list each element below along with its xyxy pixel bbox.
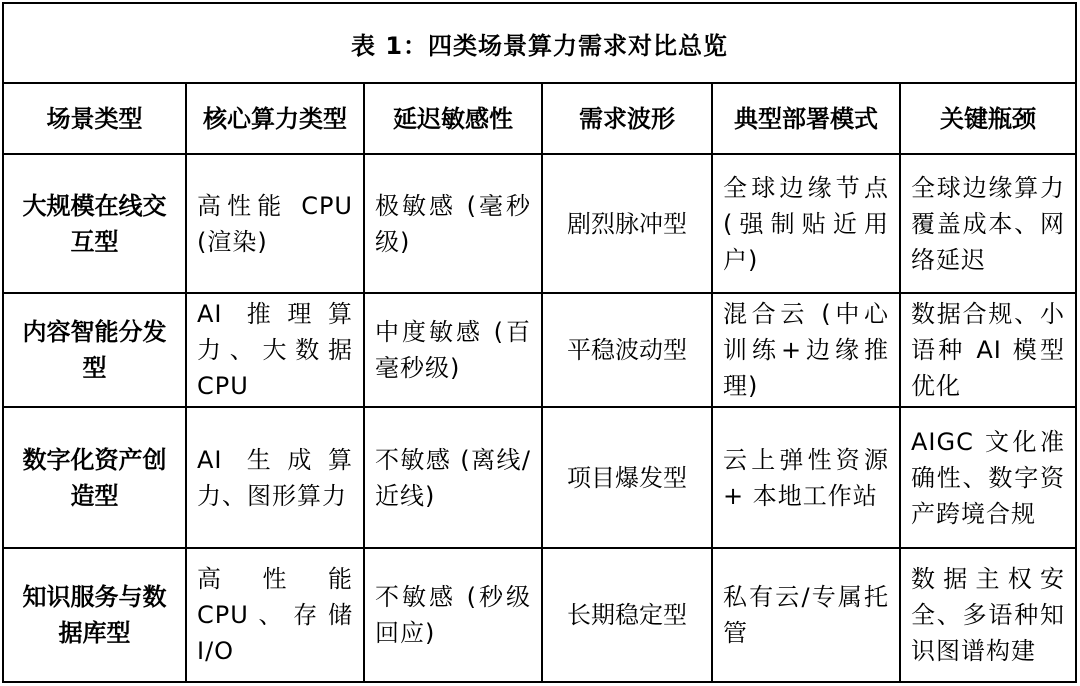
- header-key-bottleneck: 关键瓶颈: [900, 84, 1075, 154]
- comparison-table: [2, 2, 1077, 683]
- cell-bottleneck: AIGC 文化准确性、数字资产跨境合规: [900, 407, 1075, 548]
- cell-latency: 极敏感 (毫秒级): [364, 154, 542, 293]
- cell-compute: AI 生成算力、图形算力: [186, 407, 364, 548]
- cell-latency: 不敏感 (秒级回应): [364, 548, 542, 681]
- cell-compute: AI 推理算力、大数据 CPU: [186, 293, 364, 407]
- cell-scene: 大规模在线交互型: [4, 154, 186, 293]
- cell-compute: 高性能 CPU (渲染): [186, 154, 364, 293]
- cell-bottleneck: 数据合规、小语种 AI 模型优化: [900, 293, 1075, 407]
- cell-deployment: 全球边缘节点 (强制贴近用户): [712, 154, 900, 293]
- cell-waveform: 项目爆发型: [542, 407, 712, 548]
- cell-deployment: 云上弹性资源 + 本地工作站: [712, 407, 900, 548]
- header-scene-type: 场景类型: [4, 84, 186, 154]
- cell-bottleneck: 数据主权安全、多语种知识图谱构建: [900, 548, 1075, 681]
- cell-latency: 中度敏感 (百毫秒级): [364, 293, 542, 407]
- table-grid: [4, 84, 1075, 681]
- table-caption: 表 1：四类场景算力需求对比总览: [4, 4, 1075, 84]
- header-deployment-mode: 典型部署模式: [712, 84, 900, 154]
- cell-bottleneck: 全球边缘算力覆盖成本、网络延迟: [900, 154, 1075, 293]
- cell-scene: 数字化资产创造型: [4, 407, 186, 548]
- cell-scene: 知识服务与数据库型: [4, 548, 186, 681]
- cell-compute: 高性能 CPU、存储 I/O: [186, 548, 364, 681]
- cell-latency: 不敏感 (离线/近线): [364, 407, 542, 548]
- table-row: [4, 548, 1075, 681]
- cell-deployment: 私有云/专属托管: [712, 548, 900, 681]
- cell-waveform: 长期稳定型: [542, 548, 712, 681]
- cell-waveform: 平稳波动型: [542, 293, 712, 407]
- header-core-compute: 核心算力类型: [186, 84, 364, 154]
- header-demand-waveform: 需求波形: [542, 84, 712, 154]
- header-latency-sensitivity: 延迟敏感性: [364, 84, 542, 154]
- header-row: [4, 84, 1075, 154]
- cell-waveform: 剧烈脉冲型: [542, 154, 712, 293]
- table-row: [4, 293, 1075, 407]
- table-row: [4, 154, 1075, 293]
- cell-scene: 内容智能分发型: [4, 293, 186, 407]
- cell-deployment: 混合云 (中心训练+边缘推理): [712, 293, 900, 407]
- table-row: [4, 407, 1075, 548]
